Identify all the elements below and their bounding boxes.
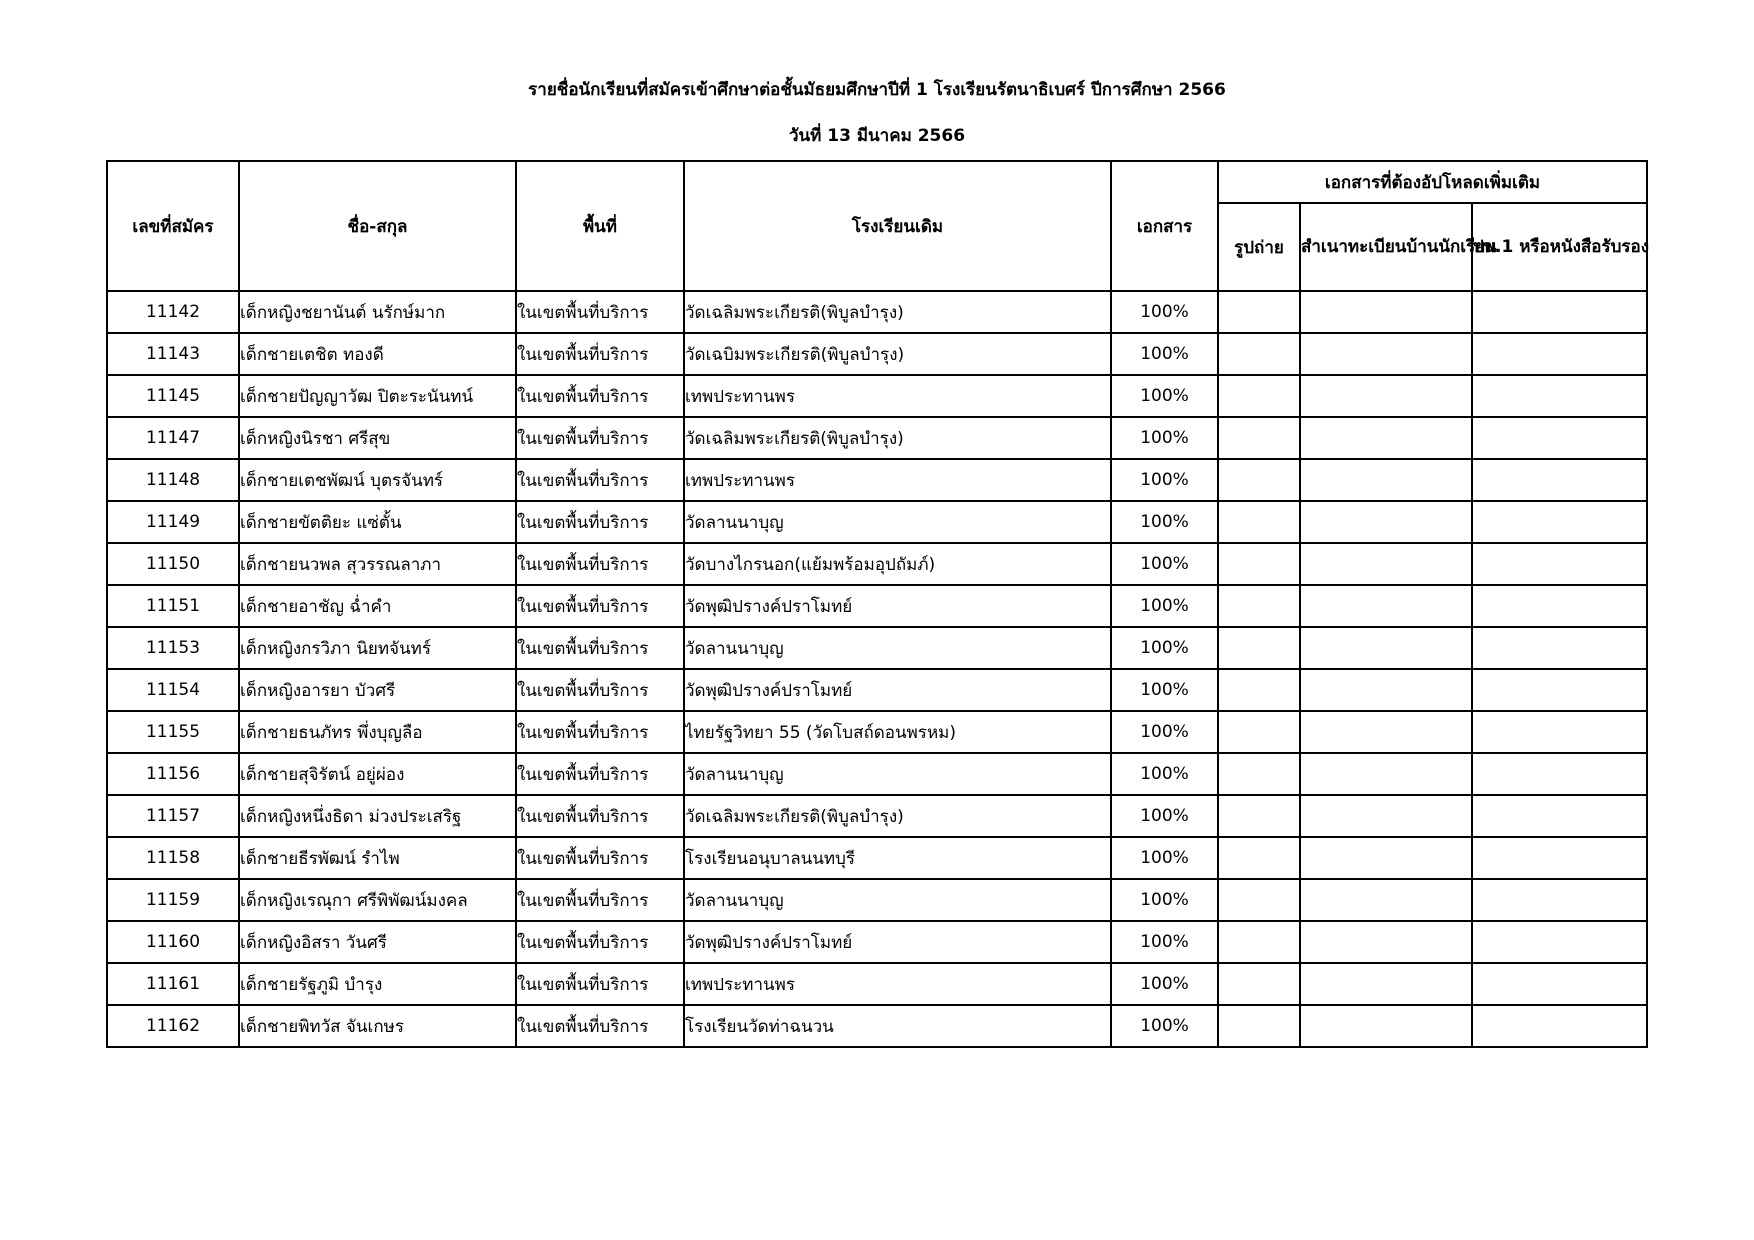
cell-documents-status: 100% [1111, 543, 1218, 585]
cell-area: ในเขตพื้นที่บริการ [516, 501, 684, 543]
cell-pp1-certificate [1472, 291, 1647, 333]
cell-documents-status: 100% [1111, 291, 1218, 333]
cell-application-id: 11151 [107, 585, 239, 627]
cell-previous-school: วัดลานนาบุญ [684, 879, 1111, 921]
table-row [107, 375, 1647, 417]
cell-student-name: เด็กชายนวพล สุวรรณลาภา [239, 543, 516, 585]
cell-photo [1218, 879, 1300, 921]
cell-photo [1218, 837, 1300, 879]
cell-pp1-certificate [1472, 543, 1647, 585]
cell-area: ในเขตพื้นที่บริการ [516, 333, 684, 375]
cell-pp1-certificate [1472, 375, 1647, 417]
cell-house-registration [1300, 711, 1472, 753]
cell-application-id: 11160 [107, 921, 239, 963]
cell-pp1-certificate [1472, 711, 1647, 753]
cell-house-registration [1300, 585, 1472, 627]
cell-documents-status: 100% [1111, 585, 1218, 627]
cell-area: ในเขตพื้นที่บริการ [516, 711, 684, 753]
cell-previous-school: ไทยรัฐวิทยา 55 (วัดโบสถ์ดอนพรหม) [684, 711, 1111, 753]
cell-previous-school: วัดพุฒิปรางค์ปราโมทย์ [684, 585, 1111, 627]
table-row [107, 879, 1647, 921]
cell-area: ในเขตพื้นที่บริการ [516, 375, 684, 417]
cell-application-id: 11154 [107, 669, 239, 711]
cell-house-registration [1300, 459, 1472, 501]
cell-photo [1218, 921, 1300, 963]
cell-photo [1218, 375, 1300, 417]
cell-documents-status: 100% [1111, 837, 1218, 879]
cell-area: ในเขตพื้นที่บริการ [516, 627, 684, 669]
table-row [107, 333, 1647, 375]
cell-previous-school: วัดเฉลิมพระเกียรติ(พิบูลบำรุง) [684, 795, 1111, 837]
cell-area: ในเขตพื้นที่บริการ [516, 585, 684, 627]
header-additional-uploads: เอกสารที่ต้องอัปโหลดเพิ่มเติม [1218, 161, 1647, 203]
cell-application-id: 11153 [107, 627, 239, 669]
cell-photo [1218, 963, 1300, 1005]
cell-student-name: เด็กหญิงหนึ่งธิดา ม่วงประเสริฐ [239, 795, 516, 837]
cell-application-id: 11155 [107, 711, 239, 753]
cell-area: ในเขตพื้นที่บริการ [516, 879, 684, 921]
cell-documents-status: 100% [1111, 711, 1218, 753]
cell-photo [1218, 627, 1300, 669]
cell-pp1-certificate [1472, 921, 1647, 963]
cell-student-name: เด็กหญิงอารยา บัวศรี [239, 669, 516, 711]
cell-house-registration [1300, 417, 1472, 459]
cell-pp1-certificate [1472, 627, 1647, 669]
table-row [107, 711, 1647, 753]
document-title: รายชื่อนักเรียนที่สมัครเข้าศึกษาต่อชั้นมัธยมศึกษาปีที่ 1 โรงเรียนรัตนาธิเบศร์ ปีการศึกษา 2566 [528, 80, 1226, 100]
cell-area: ในเขตพื้นที่บริการ [516, 417, 684, 459]
header-previous-school: โรงเรียนเดิม [684, 161, 1111, 291]
header-application-id: เลขที่สมัคร [107, 161, 239, 291]
cell-application-id: 11142 [107, 291, 239, 333]
cell-pp1-certificate [1472, 795, 1647, 837]
table-row [107, 585, 1647, 627]
cell-pp1-certificate [1472, 837, 1647, 879]
cell-pp1-certificate [1472, 333, 1647, 375]
cell-student-name: เด็กชายเตชิต ทองดี [239, 333, 516, 375]
cell-photo [1218, 543, 1300, 585]
cell-application-id: 11150 [107, 543, 239, 585]
cell-documents-status: 100% [1111, 375, 1218, 417]
cell-student-name: เด็กหญิงอิสรา วันศรี [239, 921, 516, 963]
cell-application-id: 11158 [107, 837, 239, 879]
cell-documents-status: 100% [1111, 459, 1218, 501]
table-row [107, 963, 1647, 1005]
table-row [107, 501, 1647, 543]
cell-house-registration [1300, 837, 1472, 879]
table-row [107, 627, 1647, 669]
cell-application-id: 11149 [107, 501, 239, 543]
cell-area: ในเขตพื้นที่บริการ [516, 921, 684, 963]
cell-area: ในเขตพื้นที่บริการ [516, 837, 684, 879]
table-row [107, 291, 1647, 333]
cell-application-id: 11162 [107, 1005, 239, 1047]
cell-photo [1218, 753, 1300, 795]
cell-application-id: 11147 [107, 417, 239, 459]
cell-previous-school: เทพประทานพร [684, 963, 1111, 1005]
cell-student-name: เด็กชายพิทวัส จันเกษร [239, 1005, 516, 1047]
cell-house-registration [1300, 753, 1472, 795]
cell-area: ในเขตพื้นที่บริการ [516, 753, 684, 795]
header-pp1-certificate: ปพ.1 หรือหนังสือรับรอง [1472, 203, 1647, 291]
cell-student-name: เด็กหญิงเรณุกา ศรีพิพัฒน์มงคล [239, 879, 516, 921]
cell-area: ในเขตพื้นที่บริการ [516, 291, 684, 333]
cell-pp1-certificate [1472, 879, 1647, 921]
cell-area: ในเขตพื้นที่บริการ [516, 795, 684, 837]
cell-house-registration [1300, 963, 1472, 1005]
cell-house-registration [1300, 501, 1472, 543]
cell-student-name: เด็กชายสุจิรัตน์ อยู่ผ่อง [239, 753, 516, 795]
header-photo: รูปถ่าย [1218, 203, 1300, 291]
cell-pp1-certificate [1472, 585, 1647, 627]
cell-previous-school: วัดบางไกรนอก(แย้มพร้อมอุปถัมภ์) [684, 543, 1111, 585]
cell-application-id: 11156 [107, 753, 239, 795]
table-row [107, 669, 1647, 711]
cell-photo [1218, 585, 1300, 627]
cell-student-name: เด็กชายธนภัทร พึ่งบุญลือ [239, 711, 516, 753]
cell-pp1-certificate [1472, 1005, 1647, 1047]
cell-documents-status: 100% [1111, 627, 1218, 669]
cell-application-id: 11159 [107, 879, 239, 921]
cell-application-id: 11145 [107, 375, 239, 417]
cell-previous-school: วัดเฉบิมพระเกียรติ(พิบูลบำรุง) [684, 333, 1111, 375]
cell-previous-school: วัดลานนาบุญ [684, 627, 1111, 669]
cell-house-registration [1300, 543, 1472, 585]
cell-student-name: เด็กชายรัฐภูมิ บำรุง [239, 963, 516, 1005]
cell-area: ในเขตพื้นที่บริการ [516, 669, 684, 711]
cell-house-registration [1300, 291, 1472, 333]
cell-documents-status: 100% [1111, 753, 1218, 795]
cell-pp1-certificate [1472, 753, 1647, 795]
cell-pp1-certificate [1472, 459, 1647, 501]
cell-documents-status: 100% [1111, 1005, 1218, 1047]
cell-application-id: 11161 [107, 963, 239, 1005]
cell-pp1-certificate [1472, 501, 1647, 543]
cell-area: ในเขตพื้นที่บริการ [516, 1005, 684, 1047]
cell-house-registration [1300, 879, 1472, 921]
cell-student-name: เด็กชายขัตติยะ แซ่ตั้น [239, 501, 516, 543]
cell-house-registration [1300, 669, 1472, 711]
cell-previous-school: โรงเรียนอนุบาลนนทบุรี [684, 837, 1111, 879]
cell-documents-status: 100% [1111, 963, 1218, 1005]
cell-documents-status: 100% [1111, 921, 1218, 963]
cell-previous-school: วัดลานนาบุญ [684, 753, 1111, 795]
cell-previous-school: เทพประทานพร [684, 375, 1111, 417]
cell-photo [1218, 501, 1300, 543]
cell-house-registration [1300, 375, 1472, 417]
table-row [107, 921, 1647, 963]
header-area: พื้นที่ [516, 161, 684, 291]
cell-house-registration [1300, 627, 1472, 669]
cell-area: ในเขตพื้นที่บริการ [516, 459, 684, 501]
cell-previous-school: วัดพุฒิปรางค์ปราโมทย์ [684, 921, 1111, 963]
header-documents: เอกสาร [1111, 161, 1218, 291]
cell-photo [1218, 417, 1300, 459]
cell-photo [1218, 333, 1300, 375]
cell-student-name: เด็กหญิงชยานันต์ นรักษ์มาก [239, 291, 516, 333]
table-row [107, 837, 1647, 879]
document-date: วันที่ 13 มีนาคม 2566 [788, 126, 966, 146]
table-row [107, 543, 1647, 585]
table-row [107, 459, 1647, 501]
cell-previous-school: โรงเรียนวัดท่าฉนวน [684, 1005, 1111, 1047]
cell-photo [1218, 711, 1300, 753]
table-row [107, 1005, 1647, 1047]
cell-house-registration [1300, 795, 1472, 837]
cell-student-name: เด็กชายธีรพัฒน์ รำไพ [239, 837, 516, 879]
cell-previous-school: วัดลานนาบุญ [684, 501, 1111, 543]
cell-documents-status: 100% [1111, 795, 1218, 837]
cell-previous-school: วัดเฉลิมพระเกียรติ(พิบูลบำรุง) [684, 291, 1111, 333]
cell-documents-status: 100% [1111, 501, 1218, 543]
cell-application-id: 11143 [107, 333, 239, 375]
cell-documents-status: 100% [1111, 333, 1218, 375]
cell-previous-school: วัดพุฒิปรางค์ปราโมทย์ [684, 669, 1111, 711]
cell-photo [1218, 795, 1300, 837]
cell-previous-school: เทพประทานพร [684, 459, 1111, 501]
registration-table [106, 160, 1648, 1048]
cell-student-name: เด็กชายเตชพัฒน์ บุตรจันทร์ [239, 459, 516, 501]
header-house-registration: สำเนาทะเบียนบ้านนักเรียน [1300, 203, 1472, 291]
cell-area: ในเขตพื้นที่บริการ [516, 543, 684, 585]
cell-application-id: 11148 [107, 459, 239, 501]
cell-pp1-certificate [1472, 417, 1647, 459]
cell-house-registration [1300, 921, 1472, 963]
cell-photo [1218, 669, 1300, 711]
cell-area: ในเขตพื้นที่บริการ [516, 963, 684, 1005]
header-name: ชื่อ-สกุล [239, 161, 516, 291]
cell-documents-status: 100% [1111, 669, 1218, 711]
cell-pp1-certificate [1472, 669, 1647, 711]
cell-student-name: เด็กหญิงนิรชา ศรีสุข [239, 417, 516, 459]
cell-house-registration [1300, 1005, 1472, 1047]
cell-photo [1218, 459, 1300, 501]
cell-student-name: เด็กหญิงกรวิภา นิยทจันทร์ [239, 627, 516, 669]
cell-photo [1218, 291, 1300, 333]
cell-documents-status: 100% [1111, 417, 1218, 459]
table-row [107, 795, 1647, 837]
cell-documents-status: 100% [1111, 879, 1218, 921]
cell-house-registration [1300, 333, 1472, 375]
table-row [107, 753, 1647, 795]
cell-previous-school: วัดเฉลิมพระเกียรติ(พิบูลบำรุง) [684, 417, 1111, 459]
cell-student-name: เด็กชายอาชัญ ฉ่ำคำ [239, 585, 516, 627]
cell-application-id: 11157 [107, 795, 239, 837]
cell-photo [1218, 1005, 1300, 1047]
cell-student-name: เด็กชายปัญญาวัฒ ปิตะระนันทน์ [239, 375, 516, 417]
cell-pp1-certificate [1472, 963, 1647, 1005]
table-row [107, 417, 1647, 459]
